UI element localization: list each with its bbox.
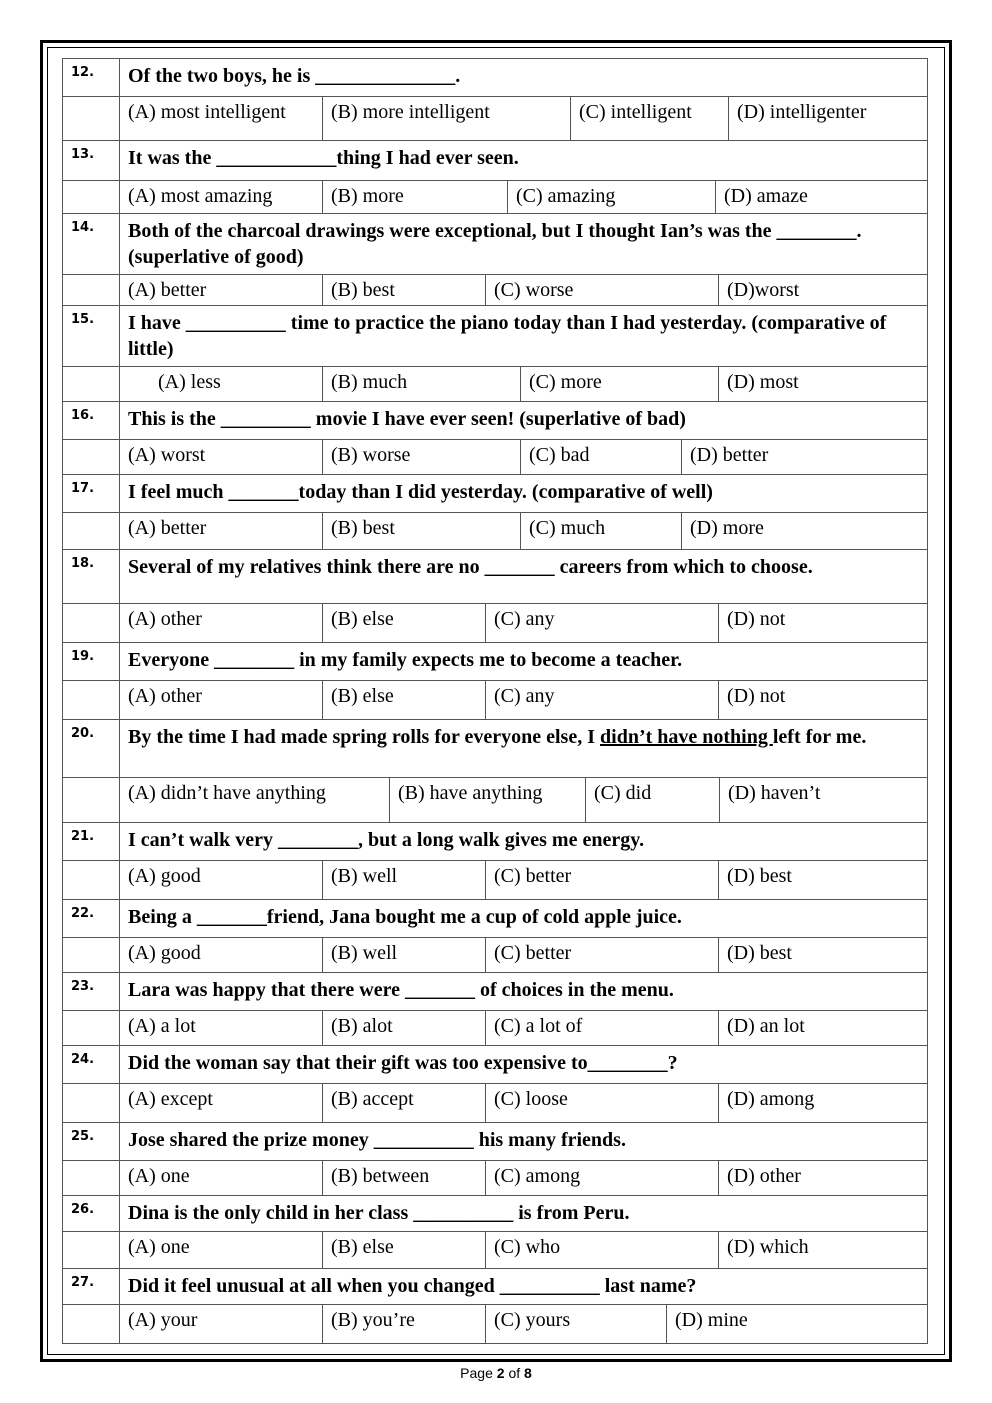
answer-option-d[interactable]: (D) best [727, 942, 792, 964]
answer-option-d[interactable]: (D) haven’t [728, 782, 821, 804]
answer-option-b[interactable]: (B) else [323, 681, 486, 719]
question-row [63, 214, 928, 275]
options-row [63, 938, 928, 973]
options-cell [120, 1305, 928, 1344]
question-row [63, 900, 928, 938]
answer-option-d[interactable]: (D) amaze [724, 185, 808, 207]
answer-option-a[interactable]: (A) most intelligent [120, 97, 323, 140]
question-row [63, 643, 928, 681]
number-cell-empty [63, 604, 120, 643]
question-number: 13. [63, 141, 120, 181]
answer-option-d[interactable]: (D) more [690, 517, 764, 539]
answer-option-c[interactable]: (C) who [486, 1232, 719, 1268]
footer-page-label: Page [460, 1365, 493, 1381]
options-row [63, 1011, 928, 1046]
number-cell-empty [63, 681, 120, 720]
question-number: 27. [63, 1269, 120, 1305]
question-number: 15. [63, 306, 120, 367]
answer-option-d[interactable]: (D) which [727, 1236, 809, 1258]
options-row [63, 1161, 928, 1196]
answer-option-c[interactable]: (C) yours [486, 1305, 667, 1343]
question-number: 24. [63, 1046, 120, 1084]
question-underlined-phrase: didn’t have nothing [600, 726, 773, 748]
answer-option-c[interactable]: (C) better [486, 938, 719, 972]
answer-option-a[interactable]: (A) a lot [120, 1011, 323, 1045]
answer-option-c[interactable]: (C) did [586, 778, 720, 822]
answer-option-b[interactable]: (B) best [323, 275, 486, 305]
question-text: It was the ____________thing I had ever seen. [120, 141, 928, 181]
question-text-after: left for me. [772, 726, 867, 748]
answer-option-a[interactable]: (A) didn’t have anything [120, 778, 390, 822]
options-row [63, 1084, 928, 1123]
options-row [63, 778, 928, 823]
question-row [63, 475, 928, 513]
question-row [63, 1123, 928, 1161]
questions-table [62, 58, 928, 1344]
answer-option-b[interactable]: (B) worse [323, 440, 521, 474]
question-number: 21. [63, 823, 120, 861]
question-number: 23. [63, 973, 120, 1011]
number-cell-empty [63, 440, 120, 475]
answer-option-a[interactable]: (A) good [120, 861, 323, 899]
question-number: 19. [63, 643, 120, 681]
answer-option-b[interactable]: (B) more [323, 181, 508, 213]
options-cell [120, 513, 928, 550]
number-cell-empty [63, 1305, 120, 1344]
question-number: 25. [63, 1123, 120, 1161]
number-cell-empty [63, 1084, 120, 1123]
options-cell [120, 1011, 928, 1046]
options-cell [120, 604, 928, 643]
question-row [63, 550, 928, 604]
question-text: Lara was happy that there were _______ of choices in the menu. [120, 973, 928, 1011]
answer-option-d[interactable]: (D) mine [675, 1309, 748, 1331]
question-text: Of the two boys, he is ______________. [120, 59, 928, 97]
number-cell-empty [63, 513, 120, 550]
options-cell [120, 1084, 928, 1123]
answer-option-b[interactable]: (B) much [323, 367, 521, 401]
answer-option-b[interactable]: (B) accept [323, 1084, 486, 1122]
answer-option-a[interactable]: (A) except [120, 1084, 323, 1122]
options-cell [120, 181, 928, 214]
number-cell-empty [63, 1011, 120, 1046]
options-row [63, 681, 928, 720]
question-number: 20. [63, 720, 120, 778]
answer-option-a[interactable]: (A) your [120, 1305, 323, 1343]
options-row [63, 181, 928, 214]
options-cell [120, 1232, 928, 1269]
answer-option-a[interactable]: (A) worst [120, 440, 323, 474]
options-cell [120, 861, 928, 900]
footer-total-pages: 8 [524, 1365, 532, 1381]
question-number: 12. [63, 59, 120, 97]
question-text: Did it feel unusual at all when you changed __________ last name? [120, 1269, 928, 1305]
options-row [63, 275, 928, 306]
question-text: Several of my relatives think there are no _______ careers from which to choose. [120, 550, 928, 604]
question-number: 22. [63, 900, 120, 938]
answer-option-c[interactable]: (C) among [486, 1161, 719, 1195]
number-cell-empty [63, 861, 120, 900]
answer-option-d[interactable]: (D) among [727, 1088, 815, 1110]
options-row [63, 1305, 928, 1344]
answer-option-c[interactable]: (C) loose [486, 1084, 719, 1122]
answer-option-b[interactable]: (B) have anything [390, 778, 586, 822]
answer-option-b[interactable]: (B) else [323, 604, 486, 642]
question-row [63, 1196, 928, 1232]
answer-option-c[interactable]: (C) more [521, 367, 719, 401]
answer-option-a[interactable]: (A) other [120, 681, 323, 719]
answer-option-c[interactable]: (C) bad [521, 440, 682, 474]
answer-option-b[interactable]: (B) well [323, 938, 486, 972]
question-text: Both of the charcoal drawings were exceptional, but I thought Ian’s was the ________. (superlative of good) [120, 214, 928, 275]
question-row [63, 973, 928, 1011]
question-row [63, 59, 928, 97]
answer-option-c[interactable]: (C) better [486, 861, 719, 899]
answer-option-c[interactable]: (C) intelligent [571, 97, 729, 140]
options-cell [120, 440, 928, 475]
options-row [63, 861, 928, 900]
answer-option-a[interactable]: (A) other [120, 604, 323, 642]
answer-option-a[interactable]: (A) better [120, 513, 323, 549]
options-row [63, 440, 928, 475]
number-cell-empty [63, 1161, 120, 1196]
options-cell [120, 938, 928, 973]
options-row [63, 367, 928, 402]
answer-option-a[interactable]: (A) one [120, 1161, 323, 1195]
answer-option-a[interactable]: (A) most amazing [120, 181, 323, 213]
answer-option-a[interactable]: (A) better [120, 275, 323, 305]
question-row [63, 823, 928, 861]
answer-option-d[interactable]: (D) most [727, 371, 799, 393]
options-row [63, 97, 928, 141]
question-text: I can’t walk very ________, but a long walk gives me energy. [120, 823, 928, 861]
question-row [63, 1046, 928, 1084]
number-cell-empty [63, 367, 120, 402]
number-cell-empty [63, 1232, 120, 1269]
question-text: I have __________ time to practice the piano today than I had yesterday. (comparative of little) [120, 306, 928, 367]
question-text [120, 720, 928, 778]
question-text-before: By the time I had made spring rolls for everyone else, I [128, 726, 601, 748]
question-number: 18. [63, 550, 120, 604]
number-cell-empty [63, 938, 120, 973]
answer-option-d[interactable]: (D)worst [727, 279, 800, 301]
question-text: Everyone ________ in my family expects me to become a teacher. [120, 643, 928, 681]
options-row [63, 513, 928, 550]
answer-option-d[interactable]: (D) an lot [727, 1015, 805, 1037]
answer-option-c[interactable]: (C) much [521, 513, 682, 549]
answer-option-d[interactable]: (D) better [690, 444, 769, 466]
answer-option-b[interactable]: (B) best [323, 513, 521, 549]
question-number: 26. [63, 1196, 120, 1232]
options-row [63, 1232, 928, 1269]
footer-of-label: of [508, 1365, 521, 1381]
question-text: Being a _______friend, Jana bought me a cup of cold apple juice. [120, 900, 928, 938]
question-text: Dina is the only child in her class __________ is from Peru. [120, 1196, 928, 1232]
answer-option-d[interactable]: (D) other [727, 1165, 801, 1187]
options-cell [120, 275, 928, 306]
number-cell-empty [63, 97, 120, 141]
answer-option-b[interactable]: (B) you’re [323, 1305, 486, 1343]
question-row [63, 720, 928, 778]
answer-option-c[interactable]: (C) any [486, 681, 719, 719]
options-cell [120, 97, 928, 141]
options-row [63, 604, 928, 643]
answer-option-b[interactable]: (B) else [323, 1232, 486, 1268]
answer-option-d[interactable]: (D) best [727, 865, 792, 887]
answer-option-a[interactable]: (A) good [120, 938, 323, 972]
question-text: I feel much _______today than I did yesterday. (comparative of well) [120, 475, 928, 513]
answer-option-c[interactable]: (C) a lot of [486, 1011, 719, 1045]
question-row [63, 306, 928, 367]
answer-option-d[interactable]: (D) intelligenter [737, 101, 867, 123]
answer-option-a[interactable]: (A) one [120, 1232, 323, 1268]
options-cell [120, 778, 928, 823]
question-row [63, 402, 928, 440]
number-cell-empty [63, 275, 120, 306]
answer-option-a[interactable]: (A) less [120, 367, 323, 401]
question-row [63, 1269, 928, 1305]
answer-option-b[interactable]: (B) more intelligent [323, 97, 571, 140]
answer-option-c[interactable]: (C) amazing [508, 181, 716, 213]
number-cell-empty [63, 778, 120, 823]
question-number: 17. [63, 475, 120, 513]
question-row [63, 141, 928, 181]
answer-option-c[interactable]: (C) worse [486, 275, 719, 305]
answer-option-d[interactable]: (D) not [727, 608, 786, 630]
answer-option-b[interactable]: (B) well [323, 861, 486, 899]
question-text: Did the woman say that their gift was too expensive to________? [120, 1046, 928, 1084]
options-cell [120, 1161, 928, 1196]
page-footer [0, 1365, 992, 1381]
footer-page-num: 2 [496, 1365, 505, 1381]
question-number: 14. [63, 214, 120, 275]
question-number: 16. [63, 402, 120, 440]
question-text: Jose shared the prize money __________ his many friends. [120, 1123, 928, 1161]
answer-option-d[interactable]: (D) not [727, 685, 786, 707]
options-cell [120, 367, 928, 402]
question-text: This is the _________ movie I have ever seen! (superlative of bad) [120, 402, 928, 440]
options-cell [120, 681, 928, 720]
number-cell-empty [63, 181, 120, 214]
answer-option-b[interactable]: (B) alot [323, 1011, 486, 1045]
answer-option-b[interactable]: (B) between [323, 1161, 486, 1195]
answer-option-c[interactable]: (C) any [486, 604, 719, 642]
